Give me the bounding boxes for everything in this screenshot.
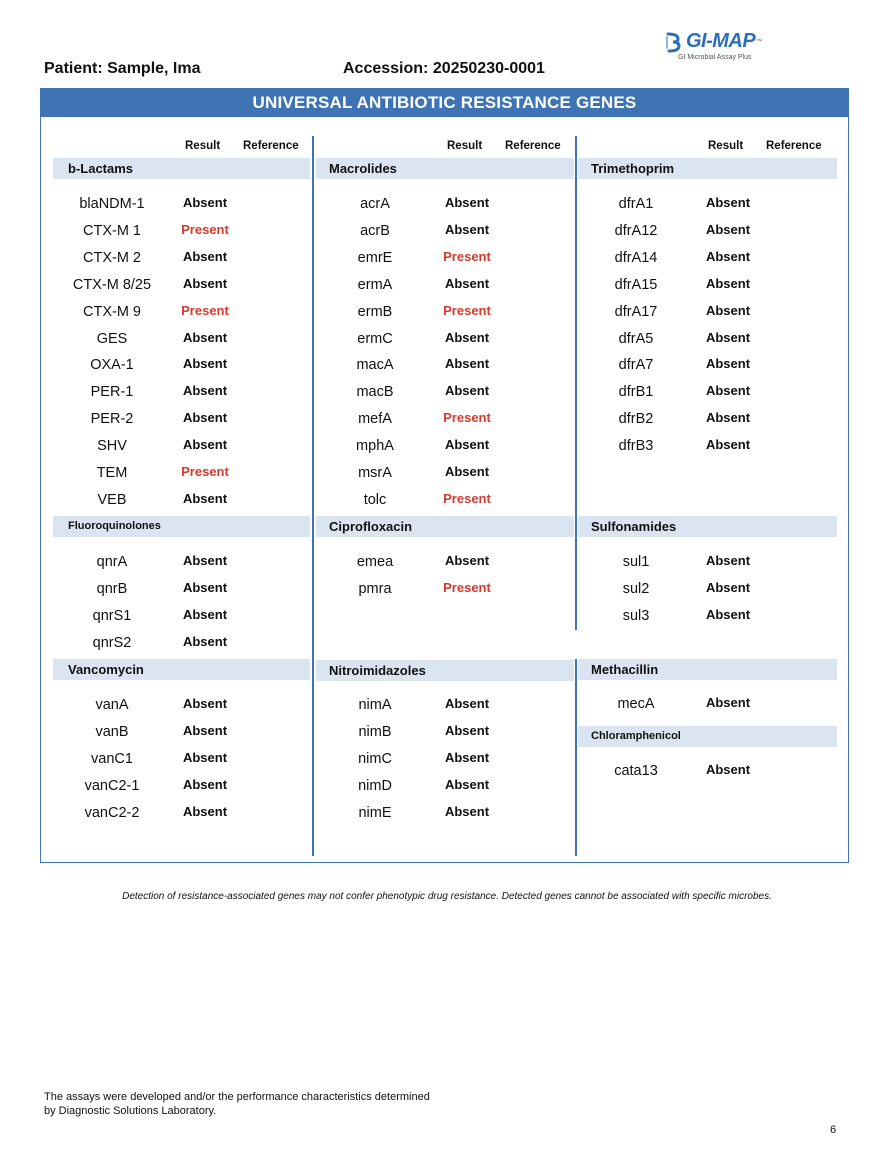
section-header bbox=[578, 158, 837, 179]
gene-name: nimE bbox=[358, 804, 392, 821]
gene-name: acrA bbox=[360, 196, 390, 212]
gene-result: Absent bbox=[182, 383, 228, 399]
gene-result: Absent bbox=[705, 221, 751, 237]
gene-name: pmra bbox=[358, 580, 392, 597]
gene-result: Absent bbox=[705, 329, 751, 345]
section-name: Ciprofloxacin bbox=[329, 519, 413, 534]
gene-result: Absent bbox=[705, 762, 751, 777]
gene-result: Absent bbox=[444, 722, 490, 738]
column-divider bbox=[312, 136, 314, 856]
gene-result: Absent bbox=[444, 383, 490, 399]
gene-name: vanC1 bbox=[91, 750, 133, 767]
gene-result: Absent bbox=[182, 275, 228, 291]
gene-name: sul2 bbox=[622, 580, 650, 597]
gi-map-logo bbox=[664, 30, 774, 70]
gene-name: cata13 bbox=[614, 763, 658, 779]
gene-result: Absent bbox=[705, 579, 751, 595]
gene-name: nimA bbox=[358, 697, 392, 713]
section-name: Sulfonamides bbox=[591, 519, 677, 534]
patient-name: Patient: Sample, Ima bbox=[44, 60, 201, 77]
gene-name: ermB bbox=[357, 303, 393, 320]
gene-name: VEB bbox=[97, 491, 127, 508]
gene-name: emrE bbox=[357, 249, 393, 266]
section-name: Nitroimidazoles bbox=[329, 663, 426, 678]
gene-result: Absent bbox=[705, 302, 751, 318]
gi-map-logo-icon bbox=[664, 31, 684, 53]
gene-result: Absent bbox=[182, 606, 228, 622]
gene-name: emea bbox=[356, 554, 394, 570]
gene-name: ermC bbox=[357, 330, 393, 347]
gene-result: Absent bbox=[182, 410, 228, 426]
gene-name: nimC bbox=[358, 750, 392, 767]
gene-name: macB bbox=[356, 384, 394, 401]
gene-name: mefA bbox=[358, 411, 392, 428]
accession-number: Accession: 20250230-0001 bbox=[343, 60, 545, 77]
section-header bbox=[53, 158, 310, 179]
gene-name: PER-1 bbox=[90, 384, 134, 401]
gene-result: Absent bbox=[444, 803, 490, 819]
gene-name: sul3 bbox=[622, 607, 650, 624]
gene-result: Absent bbox=[444, 553, 490, 568]
gene-name: dfrA1 bbox=[618, 196, 654, 212]
section-name: Methacillin bbox=[591, 662, 659, 677]
section-header bbox=[53, 516, 310, 537]
gene-result: Absent bbox=[182, 356, 228, 372]
gene-result: Present bbox=[443, 579, 491, 595]
result-column-header: Result bbox=[185, 140, 221, 152]
gene-result: Absent bbox=[705, 275, 751, 291]
gene-name: macA bbox=[356, 357, 394, 374]
gene-name: mphA bbox=[356, 438, 394, 455]
gene-name: vanC2-1 bbox=[84, 777, 140, 794]
gene-result: Absent bbox=[444, 437, 490, 453]
gene-result: Absent bbox=[182, 633, 228, 649]
gene-name: vanB bbox=[95, 723, 129, 740]
reference-column-header: Reference bbox=[766, 140, 822, 152]
gene-name: vanC2-2 bbox=[84, 804, 140, 821]
gene-name: mecA bbox=[617, 696, 655, 712]
section-header bbox=[316, 158, 574, 179]
reference-column-header: Reference bbox=[243, 140, 299, 152]
gene-result: Absent bbox=[705, 553, 751, 568]
gene-result: Absent bbox=[182, 579, 228, 595]
disclaimer-text: Detection of resistance-associated genes may not confer phenotypic drug resistance. Detected genes cannot be associated with specific microbes. bbox=[122, 891, 772, 902]
section-header bbox=[316, 516, 574, 537]
logo-trademark: ™ bbox=[756, 38, 763, 45]
gene-result: Absent bbox=[705, 606, 751, 622]
gene-result: Absent bbox=[705, 248, 751, 264]
gene-result: Absent bbox=[444, 221, 490, 237]
gene-result: Present bbox=[181, 302, 229, 318]
section-header bbox=[578, 659, 837, 680]
gene-result: Absent bbox=[182, 696, 228, 711]
gene-name: sul1 bbox=[622, 554, 650, 570]
gene-name: blaNDM-1 bbox=[79, 196, 145, 212]
gene-name: qnrS1 bbox=[92, 607, 132, 624]
gene-result: Absent bbox=[705, 410, 751, 426]
section-name: Trimethoprim bbox=[591, 161, 675, 176]
gene-result: Absent bbox=[705, 195, 751, 210]
logo-tagline: GI Microbial Assay Plus bbox=[678, 54, 752, 61]
result-column-header: Result bbox=[447, 140, 483, 152]
gene-name: nimD bbox=[358, 777, 392, 794]
gene-name: GES bbox=[96, 330, 128, 347]
gene-result: Absent bbox=[705, 383, 751, 399]
gene-name: PER-2 bbox=[90, 411, 134, 428]
gene-result: Absent bbox=[705, 356, 751, 372]
gene-result: Present bbox=[181, 221, 229, 237]
page-number: 6 bbox=[830, 1124, 837, 1136]
gene-result: Absent bbox=[182, 803, 228, 819]
gene-name: OXA-1 bbox=[90, 357, 134, 374]
section-name: Fluoroquinolones bbox=[68, 520, 161, 532]
footer-note: The assays were developed and/or the performance characteristics determined by Diagnostic Solutions Laboratory. bbox=[44, 1091, 430, 1117]
gene-result: Absent bbox=[444, 776, 490, 792]
gene-result: Absent bbox=[444, 356, 490, 372]
gene-result: Absent bbox=[182, 553, 228, 568]
gene-name: qnrB bbox=[96, 580, 128, 597]
section-header bbox=[578, 516, 837, 537]
gene-name: qnrS2 bbox=[92, 634, 132, 651]
gene-name: dfrB3 bbox=[618, 438, 654, 455]
gene-name: dfrB2 bbox=[618, 411, 654, 428]
gene-name: vanA bbox=[95, 697, 129, 713]
gene-name: dfrA17 bbox=[614, 303, 658, 320]
gene-result: Absent bbox=[444, 696, 490, 711]
gene-name: dfrA7 bbox=[618, 357, 654, 374]
gene-result: Absent bbox=[444, 275, 490, 291]
gene-name: dfrA14 bbox=[614, 249, 658, 266]
gene-result: Absent bbox=[182, 437, 228, 453]
gene-name: CTX-M 1 bbox=[83, 222, 141, 239]
gene-name: qnrA bbox=[96, 554, 128, 570]
section-header bbox=[578, 726, 837, 747]
gene-result: Absent bbox=[444, 464, 490, 479]
logo-wordmark: GI-MAP bbox=[686, 30, 756, 52]
gene-result: Absent bbox=[182, 776, 228, 792]
panel-title: UNIVERSAL ANTIBIOTIC RESISTANCE GENES bbox=[41, 89, 848, 117]
section-name: Vancomycin bbox=[68, 662, 144, 677]
column-divider bbox=[575, 659, 577, 856]
gene-name: acrB bbox=[360, 222, 390, 239]
gene-result: Absent bbox=[182, 722, 228, 738]
gene-name: tolc bbox=[363, 491, 387, 508]
section-header bbox=[316, 660, 574, 681]
reference-column-header: Reference bbox=[505, 140, 561, 152]
gene-name: dfrA5 bbox=[618, 330, 654, 347]
section-name: Macrolides bbox=[329, 161, 397, 176]
gene-result: Absent bbox=[705, 437, 751, 453]
result-column-header: Result bbox=[708, 140, 744, 152]
gene-result: Present bbox=[443, 410, 491, 426]
gene-name: dfrA15 bbox=[614, 276, 658, 293]
gene-name: msrA bbox=[358, 465, 392, 481]
gene-result: Absent bbox=[182, 490, 228, 506]
gene-result: Present bbox=[443, 490, 491, 506]
gene-result: Absent bbox=[444, 749, 490, 765]
gene-name: ermA bbox=[357, 276, 393, 293]
gene-result: Present bbox=[443, 302, 491, 318]
gene-name: CTX-M 2 bbox=[83, 249, 141, 266]
gene-name: dfrB1 bbox=[618, 384, 654, 401]
gene-result: Absent bbox=[444, 329, 490, 345]
gene-result: Absent bbox=[444, 195, 490, 210]
gene-result: Present bbox=[181, 464, 229, 479]
gene-name: dfrA12 bbox=[614, 222, 658, 239]
gene-result: Absent bbox=[182, 248, 228, 264]
gene-result: Absent bbox=[705, 695, 751, 710]
gene-name: TEM bbox=[96, 465, 128, 481]
gene-result: Present bbox=[443, 248, 491, 264]
section-name: b-Lactams bbox=[68, 161, 134, 176]
gene-name: SHV bbox=[97, 438, 127, 455]
section-name: Chloramphenicol bbox=[591, 730, 681, 742]
gene-result: Absent bbox=[182, 749, 228, 765]
gene-result: Absent bbox=[182, 195, 228, 210]
gene-name: nimB bbox=[358, 723, 392, 740]
gene-result: Absent bbox=[182, 329, 228, 345]
gene-name: CTX-M 8/25 bbox=[72, 276, 152, 293]
section-header bbox=[53, 659, 310, 680]
gene-name: CTX-M 9 bbox=[83, 303, 141, 320]
